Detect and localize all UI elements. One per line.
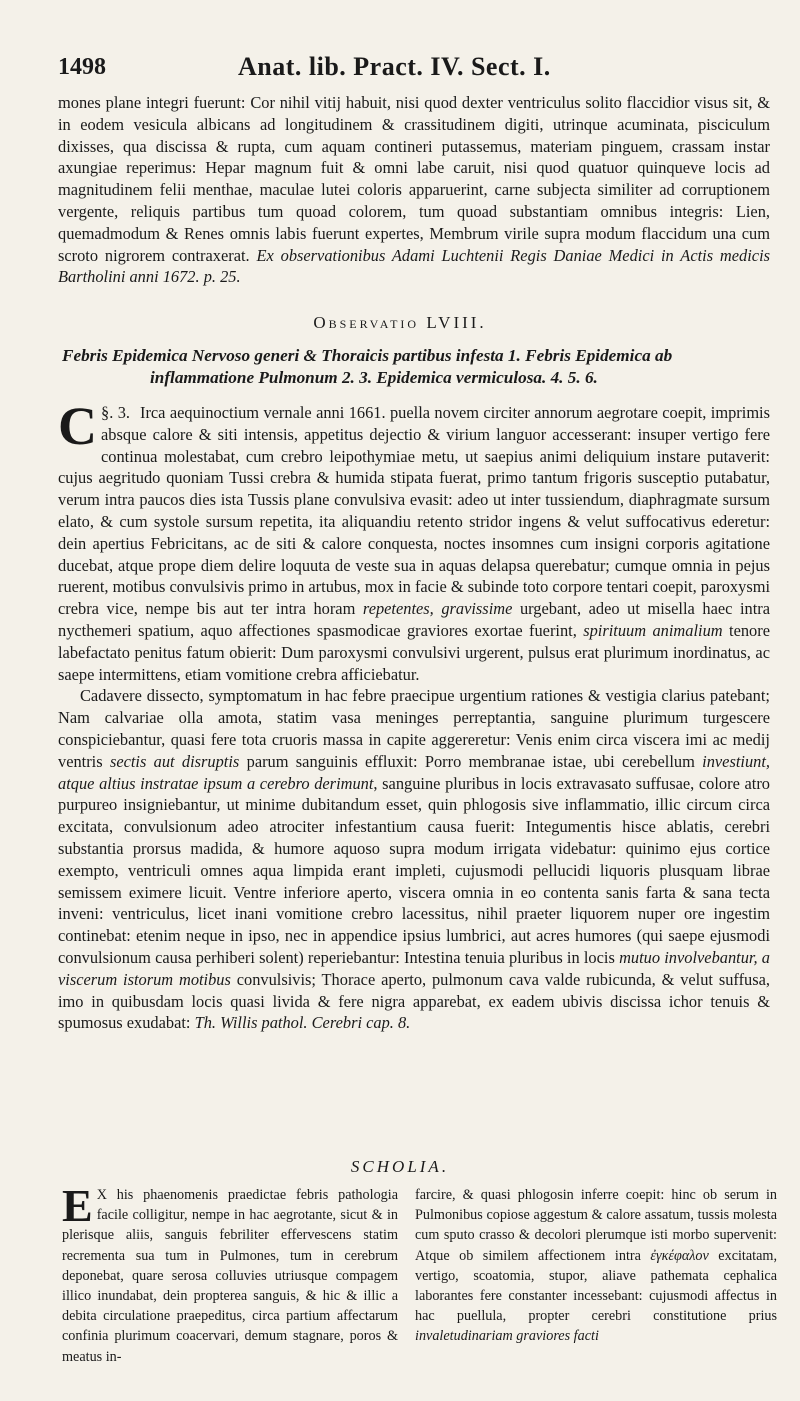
scholia-drop-cap: E bbox=[62, 1180, 93, 1231]
para2-italic-1: sectis aut disruptis bbox=[109, 751, 240, 771]
running-title: Anat. lib. Pract. IV. Sect. I. bbox=[238, 52, 551, 81]
observation-title-line1: Febris Epidemica Nervoso generi & Thoraicis partibus infesta 1. Febris Epidemica ab bbox=[62, 346, 673, 365]
scholia-right-text-b: excitatam, vertigo, scoatomia, stupor, aliave pathemata cephalica laborantes fere constanter incessebant: cujusmodi affectus in hac puellula, propter cerebri constitutione prius bbox=[415, 1247, 777, 1325]
para1-italic-2: spirituum animalium bbox=[583, 620, 723, 640]
para2-italic-3: mutuo involvebantur, a viscerum istorum motibus bbox=[58, 947, 770, 989]
scholia-right-text-a: farcire, & quasi phlogosin inferre coepit: hinc ob serum in Pulmonibus copiose aggestum & calore assatum, tussis molesta cum sputo crasso & decolori plerumque isti morbo supervenit: Atque ob similem affectionem intra bbox=[415, 1187, 777, 1264]
paragraph-2 bbox=[58, 685, 770, 1034]
para2-citation: Th. Willis pathol. Cerebri cap. 8. bbox=[194, 1013, 411, 1033]
para2-italic-2: investiunt, atque altius instratae ipsum a cerebro derimunt bbox=[58, 751, 770, 793]
para1-end: tenore labefactato penitus fatum obierit: Dum paroxysmi convulsivi urgerent, pulsus erat plurimum inordinatus, ac saepe intermittens, etiam vomitione crebra afficiebatur. bbox=[58, 620, 770, 684]
paragraph-1 bbox=[58, 396, 770, 685]
page-number: 1498 bbox=[58, 54, 106, 80]
para1-mid: urgebant, adeo ut misella haec intra nycthemeri spatium, aquo affectiones spasmodicae graviores exortae fuerint, bbox=[58, 599, 770, 640]
para1-italic-1: repetentes, gravissime bbox=[362, 599, 513, 619]
para2-c: convulsivis; Thorace aperto, pulmonum cava valde rubicunda, & velut suffusa, imo in quibusdam locis quasi livida & fere nigra apparebat, ex eadem ubivis discissa ichor tenuis & spumosus exudabat: bbox=[58, 969, 770, 1033]
carryover-citation: Ex observationibus Adami Luchtenii Regis Daniae Medici in Actis medicis Bartholini anni 1672. p. 25. bbox=[58, 245, 770, 287]
observation-body bbox=[58, 396, 770, 1034]
observation-title bbox=[62, 345, 762, 389]
scholia-greek-word: ἐγκέφαλον bbox=[650, 1247, 709, 1264]
para2-a: parum sanguinis effluxit: Porro membranae istae, ubi cerebellum bbox=[246, 751, 695, 771]
scholia-right-italic: invaletudinariam graviores facti bbox=[415, 1328, 599, 1345]
para2-b: , sanguine pluribus in locis extravasato suffusae, colore atro purpureo insigniebantur, ut minime dubitandum esset, quin phlogosis sive inflammatio, illic circum circa excitata, convulsionum adeo atrociter infestantium causa fuerit: Integumentis hisce ablatis, cerebri substantia prorsus madida, & humore aquoso supra modum irrigata videbatur: quinimo ejus cortice exempto, ventriculi omnes aqua limpida erant impleti, cujusmodi pellucidi liquoris plusquam librae semissem eximere licuit. Ventre inferiore aperto, viscera omnia in eo contenta sanis farta & sana tecta inveni: ventriculus, licet inani vomitione crebro lacessitus, nihil praeter liquorem nuper ore ingestim continebat: etenim neque in ipso, nec in appendice ipsius lumbrici, aut acres humores (qui saepe ejusmodi convulsionum causa perhiberi solent) reperiebantur: Intestina tenuia pluribus in locis bbox=[58, 773, 770, 967]
carryover-text: mones plane integri fuerunt: Cor nihil vitij habuit, nisi quod dexter ventriculus solito flaccidior visus sit, & in eodem vesicula albicans ad longitudinem & crassitudinem digiti, utrinque acuminata, pisciculum dixisses, qua discissa & rupta, cum aquam contineri putassemus, materiam pinguem, crassam instar axungiae reperimus: Hepar magnum fuit & omni labe caruit, nisi quod quatuor quinqueve locis ad magnitudinem felii menthae, maculae lutei coloris apparuerint, carne subjecta similiter ad corruptionem vergente, reliquis partibus tum quoad colorem, tum quoad substantiam omnibus integris: Lien, quemadmodum & Renes omnis labis fuerunt expertes, Membrum virile supra modum flaccidum una cum scroto nigrorem contraxerat. bbox=[58, 93, 770, 265]
section-mark: §. 3. bbox=[101, 403, 130, 422]
scholia-left-text: X his phaenomenis praedictae febris pathologia facile colligitur, nempe in hac aegrotante, sicut & in plerisque aliis, sanguis febriliter effervescens statim recrementa sua tum in Pulmones, tum in cerebrum deponebat, quare serosa colluvies utriusque compagem illico inundabat, dein propterea sanguis, & hic & illic a debita circulatione praepeditus, circa partium affectarum confinia plurimum coacervari, demum stagnare, poros & meatus in- bbox=[62, 1187, 398, 1365]
page-header bbox=[58, 52, 790, 86]
para1-start: Irca aequinoctium vernale anni 1661. puella novem circiter annorum aegrotare coepit, imprimis absque calore & siti intensis, appetitus dejectio & virium languor accesserant: insuper vertigo fere continua molestabat, cum crebro leipothymiae metu, ut saepius animi deliquium instare putaverit: cujus aegritudo quoniam Tussi crebra & humida stipata fuerat, primo tantum frigoris susceptio putabatur, verum intra paucos dies ista Tussis plane convulsiva evasit: adeo ut inter tussiendum, diaphragmate sursum elato, & cum systole sursum repetita, ita aliquandiu retento stridor ingens & velut suffocativus ederetur: dein apertius Febricitans, ac de siti & calore conquesta, noctes insomnes cum insigni corporis agitatione ducebat, atque prope diem delire loquuta de veste sua in aquas delapsa querebatur; cumque omnia in pejus ruerent, motibus convulsivis primo in artubus, mox in facie & subinde toto corpore tentari coepit, paroxysmi crebra vice, nempe bis aut ter intra horam bbox=[58, 403, 770, 619]
observation-heading: Observatio LVIII. bbox=[313, 313, 487, 332]
drop-cap: C bbox=[58, 396, 97, 456]
scholia-heading: SCHOLIA. bbox=[350, 1157, 450, 1176]
scholia-left-column bbox=[62, 1180, 398, 1367]
observation-title-line2: inflammatione Pulmonum 2. 3. Epidemica vermiculosa. 4. 5. 6. bbox=[150, 368, 598, 387]
carryover-paragraph bbox=[58, 92, 770, 288]
scholia-right-column bbox=[415, 1185, 777, 1347]
para2-start: Cadavere dissecto, symptomatum in hac febre praecipue urgentium rationes & vestigia clarius patebant; Nam calvariae olla amota, statim vasa meninges perreptantia, sanguine plurimum turgescere conspiciebantur, quasi fere tota cruoris massa in capite aggereretur: Venis enim circa viscera imi ac medij ventris bbox=[58, 686, 770, 771]
